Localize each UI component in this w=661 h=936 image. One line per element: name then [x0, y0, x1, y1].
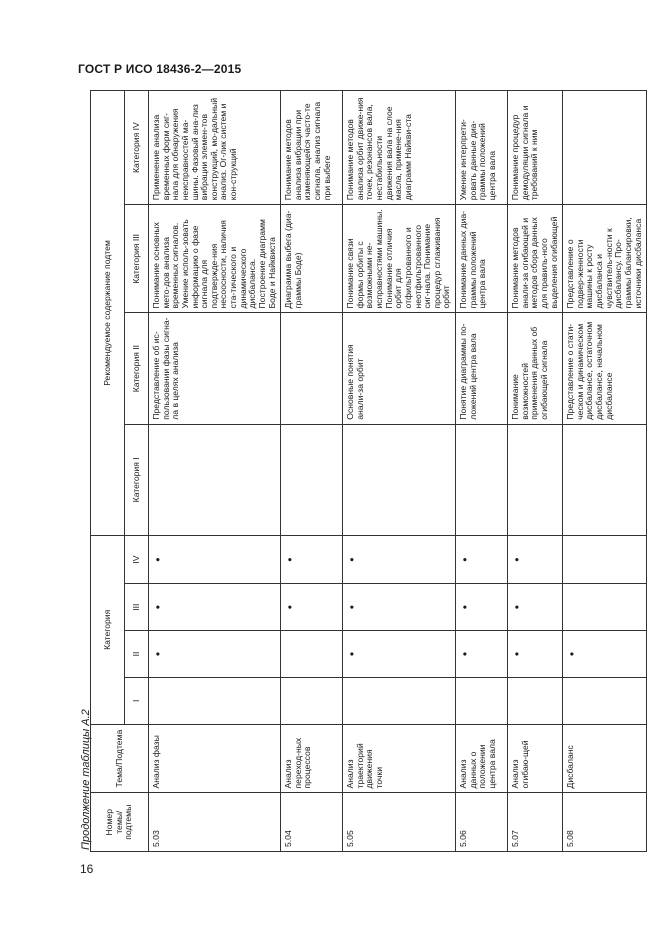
content-cat4: Понимание методов анализа вибрации при изменяющейся часто-те сигнала, анализ сигнала при выбеге — [281, 91, 343, 205]
content-cat2 — [281, 313, 343, 424]
mark-cat1 — [149, 677, 281, 724]
mark-cat4: • — [508, 535, 563, 583]
mark-cat2 — [281, 631, 343, 678]
col-header-theme: Тема/Подтема — [91, 724, 149, 793]
content-cat4: Понимание процедур демодуляции сигнала и требований к ним — [508, 91, 563, 205]
mark-cat3: • — [149, 584, 281, 631]
content-cat4: Умение интерпрети-ровать данные диа-граммы положений центра вала — [456, 91, 508, 205]
content-cat1 — [563, 424, 647, 535]
content-cat3: Представление о подвер-женности машины к росту дисбаланса и чувствитель-ности к дисбалансу. Про-граммы балансировки, источники дисбаланса — [563, 205, 647, 313]
mark-cat1 — [281, 677, 343, 724]
table-row — [456, 91, 508, 852]
table-row — [343, 91, 456, 852]
content-cat4: Понимание методов анализа орбит движе-ния точек, резонансов вала, нестабильности движения вала на слое масла, примене-ния диаграмм Найкви-ста — [343, 91, 456, 205]
mark-cat1 — [508, 677, 563, 724]
mark-cat1 — [343, 677, 456, 724]
cat-level-2: II — [125, 631, 149, 678]
cat-level-1: I — [125, 677, 149, 724]
row-number: 5.06 — [456, 793, 508, 852]
content-header-cat3: Категория III — [125, 205, 149, 313]
content-cat2: Представление о стати-ческом и динамическом дисбалансе, остаточном дисбалансе, начальном дисбалансе — [563, 313, 647, 424]
col-header-recommended: Рекомендуемое содержание подтем — [91, 91, 125, 536]
row-theme: Анализ фазы — [149, 724, 281, 793]
row-number: 5.08 — [563, 793, 647, 852]
content-cat1 — [343, 424, 456, 535]
content-cat1 — [281, 424, 343, 535]
document-header: ГОСТ Р ИСО 18436-2—2015 — [78, 62, 242, 76]
mark-cat3 — [563, 584, 647, 631]
content-cat3: Понимание основных мето-дов анализа временных сигналов. Умение исполь-зовать информацию о фазе сигнала для подтвержде-ния несоосности, наличия ста-тического и динамического дисбаланса. Построение диаграмм Боде и Найквиста — [149, 205, 281, 313]
content-header-cat1: Категория I — [125, 424, 149, 535]
content-cat3: Диаграмма выбега (диа-граммы Боде) — [281, 205, 343, 313]
page-number: 16 — [80, 862, 94, 876]
mark-cat2: • — [508, 631, 563, 678]
content-cat4 — [563, 91, 647, 205]
mark-cat1 — [563, 677, 647, 724]
row-number: 5.05 — [343, 793, 456, 852]
content-header-cat2: Категория II — [125, 313, 149, 424]
row-number: 5.04 — [281, 793, 343, 852]
mark-cat4 — [563, 535, 647, 583]
content-cat4: Применение анализа временных форм сиг-нала для обнаружения неисправностей ма-шины. Фазовый ана-лиз вибрации элемен-тов конструкций, мо-дальный анализ. Ог-лик систем и кон-струкций — [149, 91, 281, 205]
col-header-number: Номер темы/ подтемы — [91, 793, 149, 852]
mark-cat2: • — [563, 631, 647, 678]
mark-cat3: • — [456, 584, 508, 631]
content-cat2: Понятие диаграммы по-ложений центра вала — [456, 313, 508, 424]
content-cat3: Понимание методов анали-за огибающей и методов сбора данных для правиль-ного выделения огибающей — [508, 205, 563, 313]
cat-level-3: III — [125, 584, 149, 631]
cat-level-4: IV — [125, 535, 149, 583]
mark-cat1 — [456, 677, 508, 724]
content-cat1 — [149, 424, 281, 535]
table-row — [563, 91, 647, 852]
row-theme: Дисбаланс — [563, 724, 647, 793]
mark-cat2: • — [456, 631, 508, 678]
table-row — [508, 91, 563, 852]
rotated-table-wrapper — [90, 90, 643, 852]
mark-cat4: • — [343, 535, 456, 583]
caption-text: Продолжение таблицы А.2 — [80, 709, 92, 850]
table-row — [281, 91, 343, 852]
row-theme: Анализ огибаю-щей — [508, 724, 563, 793]
row-theme: Анализ переход-ных процессов — [281, 724, 343, 793]
content-cat3: Понимание связи формы орбиты с возможными не-исправностями машины. Понимание отличия орбит для отфильтрованного и неотфильтрованного сиг-нала. Понимание процедур сглаживания орбит — [343, 205, 456, 313]
mark-cat3: • — [343, 584, 456, 631]
content-cat1 — [456, 424, 508, 535]
mark-cat4: • — [456, 535, 508, 583]
content-header-cat4: Категория IV — [125, 91, 149, 205]
table-row — [149, 91, 281, 852]
row-theme: Анализ траекторий движения точки — [343, 724, 456, 793]
content-cat2: Основные понятия анали-за орбит — [343, 313, 456, 424]
content-cat1 — [508, 424, 563, 535]
mark-cat2: • — [149, 631, 281, 678]
mark-cat4: • — [281, 535, 343, 583]
mark-cat2: • — [343, 631, 456, 678]
row-number: 5.07 — [508, 793, 563, 852]
mark-cat3: • — [508, 584, 563, 631]
content-cat3: Понимание данных диа-граммы положений центра вала — [456, 205, 508, 313]
mark-cat3: • — [281, 584, 343, 631]
mark-cat4: • — [149, 535, 281, 583]
competency-table — [90, 90, 647, 852]
row-number: 5.03 — [149, 793, 281, 852]
row-theme: Анализ данных о положении центра вала — [456, 724, 508, 793]
content-cat2: Представление об ис-пользовании фазы сигна-ла в целях анализа — [149, 313, 281, 424]
col-header-categories: Категория — [91, 535, 125, 724]
content-cat2: Понимание возможностей применения данных об огибающей сигнала — [508, 313, 563, 424]
